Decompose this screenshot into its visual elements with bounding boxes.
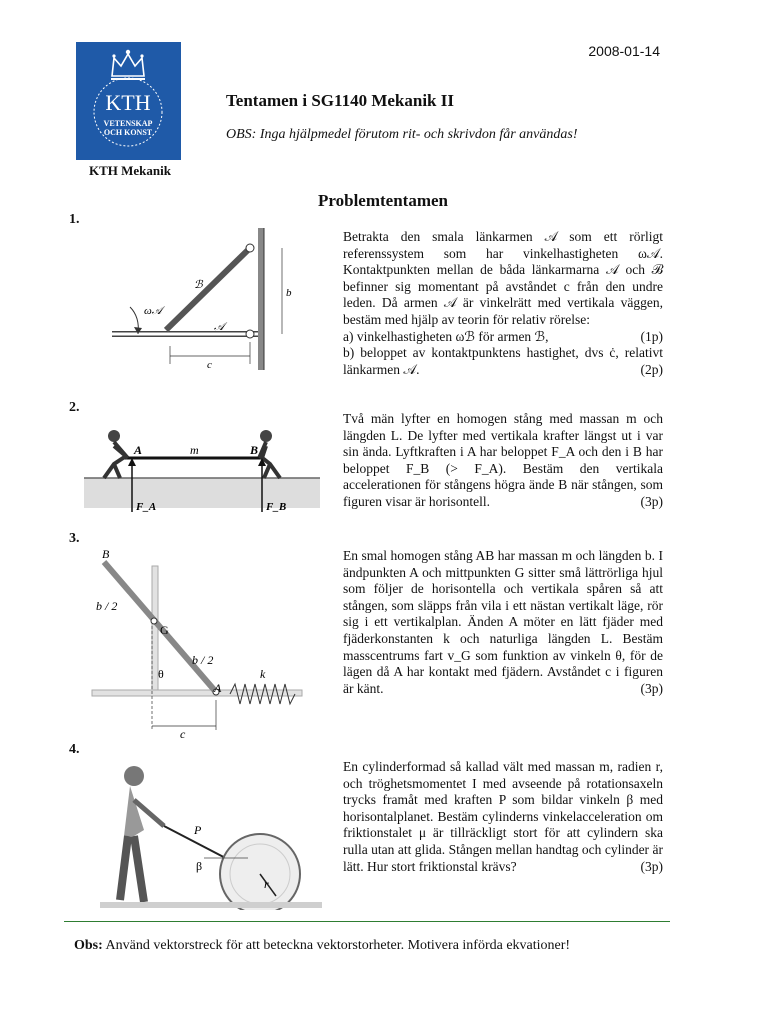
- kth-logo: [76, 42, 181, 160]
- footer-note: [74, 938, 570, 954]
- man-right-icon: [260, 430, 272, 442]
- problem-1-figure: [110, 222, 310, 372]
- problem-1-text-block: [343, 229, 663, 378]
- p3-a-label: A: [214, 681, 222, 695]
- problem-2-figure: [84, 420, 320, 520]
- p3-c-label: c: [180, 727, 186, 740]
- p3-b2-mid-label: b / 2: [192, 653, 214, 667]
- p2-fa-label: F_A: [136, 501, 157, 513]
- problem-2-text-block: [343, 411, 663, 511]
- p3-g-label: G: [160, 623, 169, 637]
- logo-brand: KTH: [105, 90, 151, 115]
- p1-c-label: c: [207, 359, 212, 371]
- man-left-icon: [108, 430, 120, 442]
- footer-divider: [64, 921, 670, 922]
- exam-date: 2008-01-14: [588, 43, 660, 59]
- problem-1-part-a: a) vinkelhastigheten ωℬ för armen ℬ,: [343, 328, 549, 344]
- logo-motto-1: VETENSKAP: [103, 119, 153, 128]
- section-title: Problemtentamen: [318, 191, 448, 210]
- problem-1-part-b-points: (2p): [640, 361, 663, 377]
- p3-b2-top-label: b / 2: [96, 599, 118, 613]
- p3-b-label: B: [102, 547, 110, 561]
- p1-arm-a-label: 𝒜: [214, 321, 225, 333]
- p2-m-label: m: [190, 443, 199, 457]
- problem-4-text-block: [343, 759, 663, 875]
- p4-p-label: P: [194, 823, 202, 837]
- p4-r-label: r: [264, 877, 269, 891]
- logo-motto-2: OCH KONST: [103, 128, 153, 137]
- problem-1-number: 1.: [69, 212, 80, 227]
- problem-3-figure: [90, 544, 312, 740]
- problem-3-points: (3p): [640, 680, 663, 696]
- p4-beta-label: β: [196, 859, 203, 873]
- department-label: KTH Mekanik: [89, 163, 171, 178]
- exam-note: OBS: Inga hjälpmedel förutom rit- och skrivdon får användas!: [226, 127, 578, 142]
- problem-1-text: Betrakta den smala länkarmen 𝒜 som ett rörligt referenssystem som har vinkelhastigheten ω𝒜. Kontaktpunkten mellan de båda länkarmarna 𝒜 och ℬ befinner sig momentant på avståndet c från den undre leden. Då armen 𝒜 är vinkelrätt med vertikala väggen, bestäm med hjälp av teorin för relativ rörelse:: [343, 229, 663, 327]
- p1-arm-b-label: ℬ: [194, 279, 203, 291]
- person-icon: [124, 766, 144, 786]
- problem-4-points: (3p): [640, 858, 663, 874]
- p1-omega-label: ω𝒜: [144, 305, 163, 317]
- exam-title: Tentamen i SG1140 Mekanik II: [226, 91, 454, 110]
- problem-2-number: 2.: [69, 400, 80, 415]
- p3-theta-label: θ: [158, 667, 164, 681]
- p1-b-label: b: [286, 287, 292, 299]
- kth-crown-icon: [76, 42, 181, 160]
- problem-2-text: Två män lyfter en homogen stång med massan m och längden L. De lyfter med vertikala krafter längst ut i var sin ända. Lyftkraften i A har beloppet F_A och den i B har beloppet F_B (> F_A). Bestäm den vertikala accelerationen för stångens högra ände B när stången, som figuren visar är horisontell.: [343, 411, 663, 509]
- problem-2-points: (3p): [640, 493, 663, 509]
- footer-label: Obs:: [74, 938, 103, 953]
- problem-3-number: 3.: [69, 531, 80, 546]
- problem-1-part-b: b) beloppet av kontaktpunktens hastighet, dvs ċ, relativt länkarmen 𝒜.: [343, 345, 663, 377]
- p2-b-label: B: [250, 443, 259, 457]
- p3-k-label: k: [260, 667, 266, 681]
- footer-text: Använd vektorstreck för att beteckna vektorstorheter. Motivera införda ekvationer!: [105, 938, 571, 953]
- problem-4-text: En cylinderformad så kallad vält med massan m, radien r, och tröghetsmomentet I med avseende på rotationsaxeln trycks framåt med kraften P som bildar vinkeln β med horisontalplanet. Bestäm cylinderns vinkelacceleration om friktionstalet μ är tillräckligt stort för att cylindern ska rulla utan att glida. Stången mellan handtag och cylinder är lätt. Hur stort friktionstal krävs?: [343, 759, 663, 874]
- problem-4-figure: [100, 760, 322, 910]
- p2-fb-label: F_B: [266, 501, 287, 513]
- problem-3-text: En smal homogen stång AB har massan m och längden b. I ändpunkten A och mittpunkten G sitter små lättrörliga hjul som följer de horisontella och vertikala spåren så att stången, som släpps från vila i ett nästan vertikalt läge, rör sig i ett vertikalplan. Änden A möter en lätt fjäder med fjäderkonstanten k och naturliga längden L. Bestäm masscentrums fart v_G som funktion av vinkeln θ, för de lägen då A har kontakt med fjädern. Avståndet c i figuren är känt.: [343, 548, 663, 696]
- problem-1-part-a-points: (1p): [640, 328, 663, 344]
- problem-4-number: 4.: [69, 742, 80, 757]
- problem-3-text-block: [343, 548, 663, 697]
- p2-a-label: A: [134, 443, 143, 457]
